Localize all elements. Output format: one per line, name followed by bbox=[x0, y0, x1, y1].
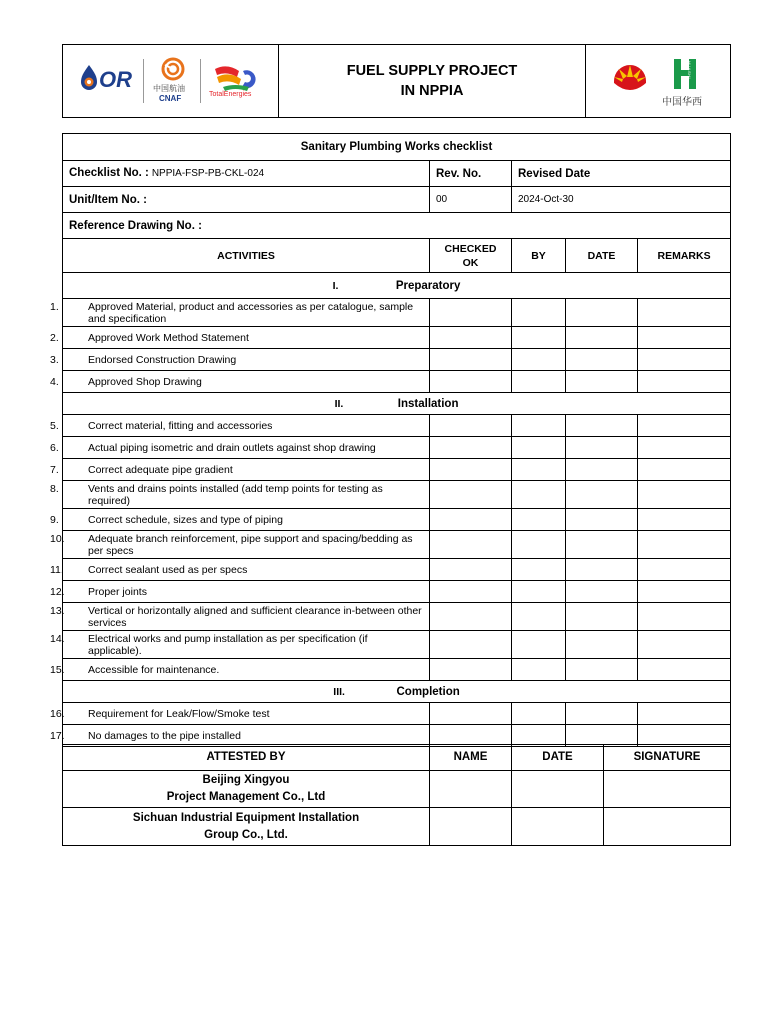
activity-cell bbox=[50, 581, 430, 603]
checklist-title: Sanitary Plumbing Works checklist bbox=[63, 134, 731, 161]
checked-ok-cell[interactable] bbox=[430, 415, 512, 437]
activity-text: Correct material, fitting and accessories bbox=[88, 419, 273, 432]
date-cell[interactable] bbox=[566, 659, 638, 681]
table-row bbox=[63, 603, 731, 631]
table-row bbox=[63, 581, 731, 603]
revised-date-label: Revised Date bbox=[512, 161, 731, 187]
checked-ok-cell[interactable] bbox=[430, 631, 512, 659]
name-header: NAME bbox=[430, 745, 512, 771]
huaxi-logo-cn: 中国华西 bbox=[662, 97, 702, 108]
table-row bbox=[63, 459, 731, 481]
table-row bbox=[63, 415, 731, 437]
by-cell[interactable] bbox=[512, 559, 566, 581]
totalenergies-logo-text: TotalEnergies bbox=[209, 91, 252, 98]
checked-ok-cell[interactable] bbox=[430, 703, 512, 725]
activity-cell bbox=[50, 437, 430, 459]
signature-header: SIGNATURE bbox=[604, 745, 731, 771]
org2-date-cell[interactable] bbox=[512, 808, 604, 846]
by-cell[interactable] bbox=[512, 703, 566, 725]
table-row bbox=[63, 349, 731, 371]
by-cell[interactable] bbox=[512, 299, 566, 327]
activity-num: 13. bbox=[50, 604, 65, 617]
activity-cell bbox=[50, 509, 430, 531]
activity-text: Electrical works and pump installation as per specification (if applicable). bbox=[88, 632, 368, 657]
by-cell[interactable] bbox=[512, 659, 566, 681]
huaxi-logo-icon bbox=[672, 57, 698, 91]
activity-cell bbox=[50, 481, 430, 509]
left-logos-cell bbox=[63, 45, 279, 118]
activity-num: 12. bbox=[50, 585, 65, 598]
activity-cell bbox=[50, 459, 430, 481]
activity-num: 1. bbox=[50, 300, 59, 313]
remarks-cell[interactable] bbox=[638, 559, 731, 581]
activity-text: No damages to the pipe installed bbox=[88, 729, 241, 742]
checked-ok-cell[interactable] bbox=[430, 509, 512, 531]
checked-ok-cell[interactable] bbox=[430, 603, 512, 631]
project-title-line1: FUEL SUPPLY PROJECT bbox=[346, 63, 518, 79]
checklist-table bbox=[50, 133, 731, 747]
col-date: DATE bbox=[566, 239, 638, 273]
org2-signature-cell[interactable] bbox=[604, 808, 731, 846]
document-header bbox=[62, 44, 731, 118]
title-cell bbox=[279, 45, 586, 118]
org1-date-cell[interactable] bbox=[512, 771, 604, 808]
activity-text: Approved Shop Drawing bbox=[88, 375, 202, 388]
org1-line2: Project Management Co., Ltd bbox=[166, 791, 326, 803]
date-header: DATE bbox=[512, 745, 604, 771]
section-header bbox=[63, 393, 731, 415]
rev-no-value: 00 bbox=[430, 187, 512, 213]
date-cell[interactable] bbox=[566, 581, 638, 603]
remarks-cell[interactable] bbox=[638, 659, 731, 681]
activity-text: Correct sealant used as per specs bbox=[88, 563, 248, 576]
activity-cell bbox=[50, 371, 430, 393]
by-cell[interactable] bbox=[512, 415, 566, 437]
table-row bbox=[63, 481, 731, 509]
checked-ok-cell[interactable] bbox=[430, 371, 512, 393]
activity-cell bbox=[50, 631, 430, 659]
revised-date-value: 2024-Oct-30 bbox=[512, 187, 731, 213]
activity-text: Requirement for Leak/Flow/Smoke test bbox=[88, 707, 270, 720]
activity-num: 4. bbox=[50, 375, 59, 388]
checked-ok-cell[interactable] bbox=[430, 559, 512, 581]
section-title: Installation bbox=[397, 397, 459, 410]
activity-num: 2. bbox=[50, 331, 59, 344]
by-cell[interactable] bbox=[512, 481, 566, 509]
table-row bbox=[63, 531, 731, 559]
by-cell[interactable] bbox=[512, 459, 566, 481]
table-row bbox=[63, 659, 731, 681]
col-by: BY bbox=[512, 239, 566, 273]
activity-text: Approved Material, product and accessories as per catalogue, sample and specification bbox=[88, 300, 414, 325]
table-row bbox=[63, 631, 731, 659]
huaxi-logo-vertical: HUASHI bbox=[687, 61, 692, 80]
activity-num: 14. bbox=[50, 632, 65, 645]
activity-num: 7. bbox=[50, 463, 59, 476]
remarks-cell[interactable] bbox=[638, 371, 731, 393]
col-remarks: REMARKS bbox=[638, 239, 731, 273]
by-cell[interactable] bbox=[512, 631, 566, 659]
activity-cell bbox=[50, 415, 430, 437]
by-cell[interactable] bbox=[512, 581, 566, 603]
activity-cell bbox=[50, 659, 430, 681]
date-cell[interactable] bbox=[566, 371, 638, 393]
by-cell[interactable] bbox=[512, 603, 566, 631]
col-checked-ok: CHECKED OK bbox=[430, 239, 512, 273]
by-cell[interactable] bbox=[512, 437, 566, 459]
reference-drawing-label: Reference Drawing No. : bbox=[63, 213, 731, 239]
remarks-cell[interactable] bbox=[638, 437, 731, 459]
checked-ok-cell[interactable] bbox=[430, 349, 512, 371]
unit-item-label: Unit/Item No. : bbox=[63, 187, 430, 213]
table-row bbox=[63, 509, 731, 531]
table-row bbox=[63, 559, 731, 581]
org2-name-cell[interactable] bbox=[430, 808, 512, 846]
by-cell[interactable] bbox=[512, 327, 566, 349]
org2-line2: Group Co., Ltd. bbox=[204, 828, 288, 841]
section-roman: I. bbox=[332, 279, 339, 292]
activity-text: Actual piping isometric and drain outlets against shop drawing bbox=[88, 441, 376, 454]
date-cell[interactable] bbox=[566, 559, 638, 581]
activity-text: Proper joints bbox=[88, 585, 147, 598]
section-header bbox=[63, 273, 731, 299]
table-row bbox=[63, 437, 731, 459]
remarks-cell[interactable] bbox=[638, 631, 731, 659]
activity-num: 10. bbox=[50, 532, 65, 545]
by-cell[interactable] bbox=[512, 531, 566, 559]
remarks-cell[interactable] bbox=[638, 349, 731, 371]
cnaf-logo-cn: 中国航油 bbox=[153, 84, 185, 93]
attested-by-header: ATTESTED BY bbox=[63, 745, 430, 771]
table-row bbox=[63, 371, 731, 393]
date-cell[interactable] bbox=[566, 703, 638, 725]
project-title-line2: IN NPPIA bbox=[400, 83, 464, 99]
date-cell[interactable] bbox=[566, 481, 638, 509]
section-title: Preparatory bbox=[395, 279, 461, 292]
activity-cell bbox=[50, 327, 430, 349]
totalenergies-logo-icon bbox=[209, 65, 257, 91]
activity-num: 9. bbox=[50, 513, 59, 526]
date-cell[interactable] bbox=[566, 299, 638, 327]
date-cell[interactable] bbox=[566, 531, 638, 559]
petrochina-logo-icon bbox=[610, 59, 650, 97]
remarks-cell[interactable] bbox=[638, 415, 731, 437]
activity-cell bbox=[50, 559, 430, 581]
checked-ok-cell[interactable] bbox=[430, 459, 512, 481]
table-row bbox=[63, 703, 731, 725]
section-roman: III. bbox=[333, 685, 345, 698]
date-cell[interactable] bbox=[566, 349, 638, 371]
checked-ok-cell[interactable] bbox=[430, 481, 512, 509]
activity-cell bbox=[50, 703, 430, 725]
section-roman: II. bbox=[334, 397, 344, 410]
remarks-cell[interactable] bbox=[638, 581, 731, 603]
date-cell[interactable] bbox=[566, 603, 638, 631]
date-cell[interactable] bbox=[566, 509, 638, 531]
activity-num: 6. bbox=[50, 441, 59, 454]
activity-num: 16. bbox=[50, 707, 65, 720]
activity-num: 15. bbox=[50, 663, 65, 676]
activity-text: Correct adequate pipe gradient bbox=[88, 463, 233, 476]
activity-text: Endorsed Construction Drawing bbox=[88, 353, 237, 366]
by-cell[interactable] bbox=[512, 371, 566, 393]
remarks-cell[interactable] bbox=[638, 327, 731, 349]
activity-num: 8. bbox=[50, 482, 59, 495]
remarks-cell[interactable] bbox=[638, 603, 731, 631]
checklist-no-value: NPPIA-FSP-PB-CKL-024 bbox=[151, 168, 265, 179]
activity-text: Accessible for maintenance. bbox=[88, 663, 220, 676]
org1-cell bbox=[63, 771, 430, 808]
checklist-no-label: Checklist No. : bbox=[69, 167, 149, 179]
org2-line1: Sichuan Industrial Equipment Installation bbox=[132, 811, 360, 824]
attestation-table bbox=[62, 744, 731, 846]
checked-ok-cell[interactable] bbox=[430, 437, 512, 459]
org1-signature-cell[interactable] bbox=[604, 771, 731, 808]
section-header bbox=[63, 681, 731, 703]
section-title: Completion bbox=[396, 685, 460, 698]
activity-cell bbox=[50, 603, 430, 631]
org2-cell bbox=[63, 808, 430, 846]
remarks-cell[interactable] bbox=[638, 459, 731, 481]
activity-num: 11. bbox=[50, 563, 64, 576]
cnaf-logo-icon bbox=[161, 57, 185, 81]
remarks-cell[interactable] bbox=[638, 481, 731, 509]
table-row bbox=[63, 299, 731, 327]
date-cell[interactable] bbox=[566, 437, 638, 459]
date-cell[interactable] bbox=[566, 631, 638, 659]
by-cell[interactable] bbox=[512, 349, 566, 371]
checklist-no-cell bbox=[63, 161, 430, 187]
table-row bbox=[63, 327, 731, 349]
col-activities: ACTIVITIES bbox=[63, 239, 430, 273]
activity-num: 17. bbox=[50, 729, 65, 742]
date-cell[interactable] bbox=[566, 459, 638, 481]
remarks-cell[interactable] bbox=[638, 531, 731, 559]
activity-cell bbox=[50, 531, 430, 559]
checked-ok-cell[interactable] bbox=[430, 581, 512, 603]
remarks-cell[interactable] bbox=[638, 299, 731, 327]
by-cell[interactable] bbox=[512, 509, 566, 531]
remarks-cell[interactable] bbox=[638, 703, 731, 725]
right-logos-cell bbox=[586, 45, 731, 118]
activity-cell bbox=[50, 349, 430, 371]
or-logo-text: OR bbox=[99, 67, 132, 92]
activity-num: 5. bbox=[50, 419, 59, 432]
checked-ok-cell[interactable] bbox=[430, 531, 512, 559]
checked-ok-cell[interactable] bbox=[430, 327, 512, 349]
date-cell[interactable] bbox=[566, 415, 638, 437]
activity-cell bbox=[50, 299, 430, 327]
rev-no-label: Rev. No. bbox=[430, 161, 512, 187]
activity-text: Adequate branch reinforcement, pipe support and spacing/bedding as per specs bbox=[88, 532, 413, 557]
checked-ok-cell[interactable] bbox=[430, 299, 512, 327]
activity-num: 3. bbox=[50, 353, 59, 366]
org1-name-cell[interactable] bbox=[430, 771, 512, 808]
activity-text: Correct schedule, sizes and type of piping bbox=[88, 513, 283, 526]
org1-line1: Beijing Xingyou bbox=[202, 774, 290, 786]
date-cell[interactable] bbox=[566, 327, 638, 349]
cnaf-logo-en: CNAF bbox=[159, 94, 182, 103]
activity-text: Vents and drains points installed (add temp points for testing as required) bbox=[88, 482, 383, 507]
activity-text: Approved Work Method Statement bbox=[88, 331, 249, 344]
remarks-cell[interactable] bbox=[638, 509, 731, 531]
checked-ok-cell[interactable] bbox=[430, 659, 512, 681]
activity-text: Vertical or horizontally aligned and sufficient clearance in-between other services bbox=[88, 604, 422, 629]
